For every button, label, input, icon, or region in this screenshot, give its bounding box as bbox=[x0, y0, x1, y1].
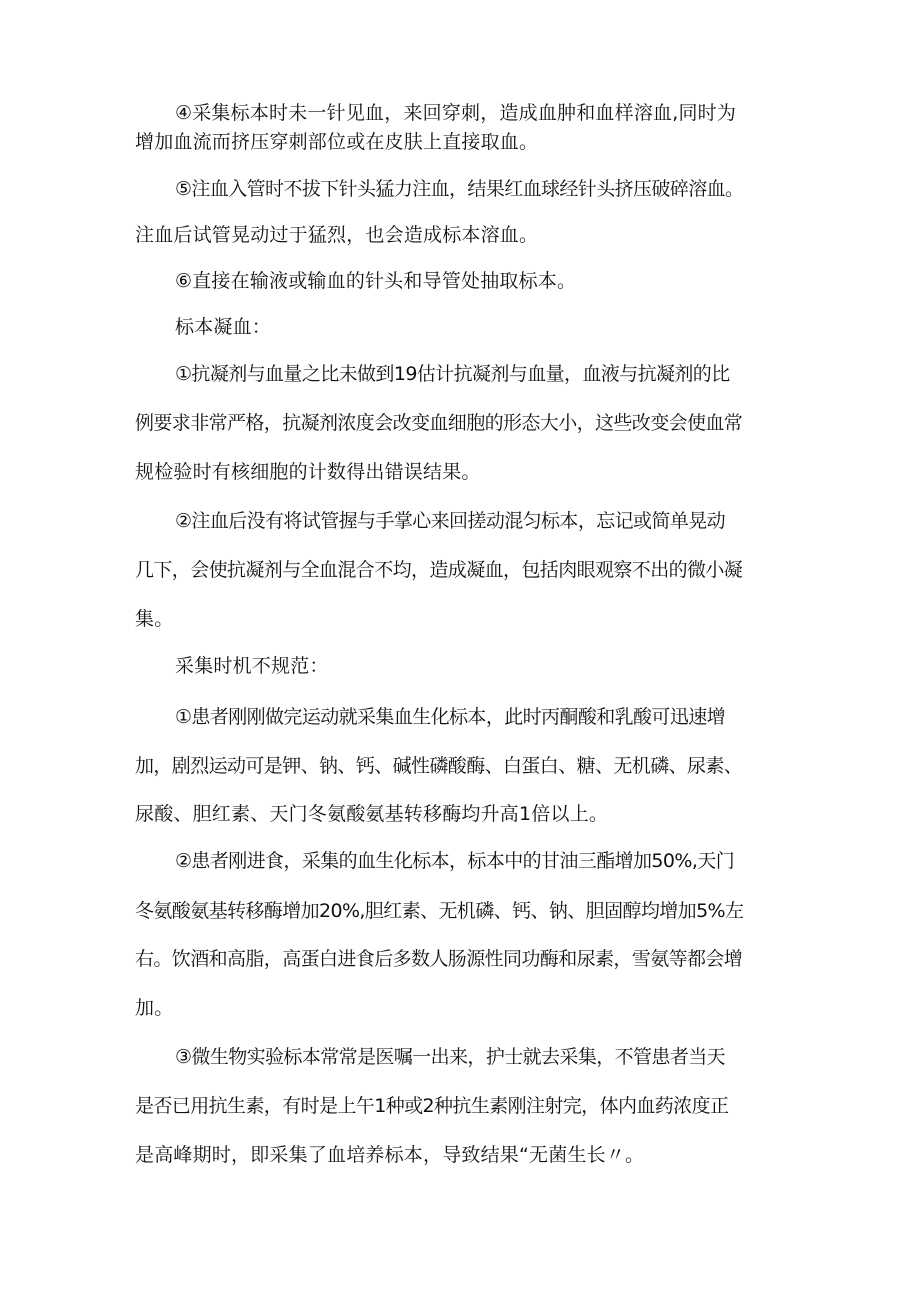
paragraph-9-line-1: ②患者刚进食，采集的血生化标本，标本中的甘油三酯增加50%,天门 bbox=[175, 850, 735, 872]
paragraph-2-line-1: ⑤注血入管时不拔下针头猛力注血，结果红血球经针头挤压破碎溶血。 bbox=[175, 178, 744, 200]
paragraph-1-line-2: 增加血流而挤压穿刺部位或在皮肤上直接取血。 bbox=[135, 131, 539, 153]
paragraph-6-line-2: 几下，会使抗凝剂与全血混合不均，造成凝血，包括肉眼观察不出的微小凝 bbox=[135, 559, 743, 581]
paragraph-10-line-1: ③微生物实验标本常常是医嘱一出来，护士就去采集，不管患者当天 bbox=[175, 1046, 726, 1068]
paragraph-10-line-3: 是高峰期时，即采集了血培养标本，导致结果“无菌生长〃。 bbox=[135, 1144, 645, 1166]
paragraph-10-line-2: 是否已用抗生素，有时是上午1种或2种抗生素刚注射完，体内血药浓度正 bbox=[135, 1095, 729, 1117]
paragraph-6-line-3: 集。 bbox=[135, 608, 174, 630]
paragraph-1-line-1: ④采集标本时未一针见血，来回穿刺，造成血肿和血样溶血,同时为 bbox=[175, 102, 737, 124]
paragraph-8-line-2: 加，剧烈运动可是钾、钠、钙、碱性磷酸酶、白蛋白、糖、无机磷、尿素、 bbox=[135, 755, 743, 777]
paragraph-5-line-1: ①抗凝剂与血量之比未做到19估计抗凝剂与血量，血液与抗凝剂的比 bbox=[175, 363, 730, 385]
paragraph-9-line-4: 加。 bbox=[135, 997, 174, 1019]
section-heading-timing: 采集时机不规范： bbox=[175, 655, 329, 677]
paragraph-6-line-1: ②注血后没有将试管握与手掌心来回搓动混匀标本，忘记或简单晃动 bbox=[175, 510, 726, 532]
paragraph-5-line-2: 例要求非常严格，抗凝剂浓度会改变血细胞的形态大小，这些改变会使血常 bbox=[135, 412, 743, 434]
paragraph-8-line-3: 尿酸、胆红素、天门冬氨酸氨基转移酶均升高1倍以上。 bbox=[135, 803, 609, 825]
paragraph-5-line-3: 规检验时有核细胞的计数得出错误结果。 bbox=[135, 461, 481, 483]
paragraph-9-line-2: 冬氨酸氨基转移酶增加20%,胆红素、无机磷、钙、钠、胆固醇均增加5%左 bbox=[135, 900, 744, 922]
paragraph-8-line-1: ①患者刚刚做完运动就采集血生化标本，此时丙酮酸和乳酸可迅速增 bbox=[175, 706, 726, 728]
paragraph-3-line-1: ⑥直接在输液或输血的针头和导管处抽取标本。 bbox=[175, 270, 577, 292]
paragraph-2-line-2: 注血后试管晃动过于猛烈，也会造成标本溶血。 bbox=[135, 224, 539, 246]
section-heading-coagulation: 标本凝血： bbox=[175, 316, 272, 338]
paragraph-9-line-3: 右。饮酒和高脂，高蛋白进食后多数人肠源性同功酶和尿素，雪氨等都会增 bbox=[135, 948, 743, 970]
